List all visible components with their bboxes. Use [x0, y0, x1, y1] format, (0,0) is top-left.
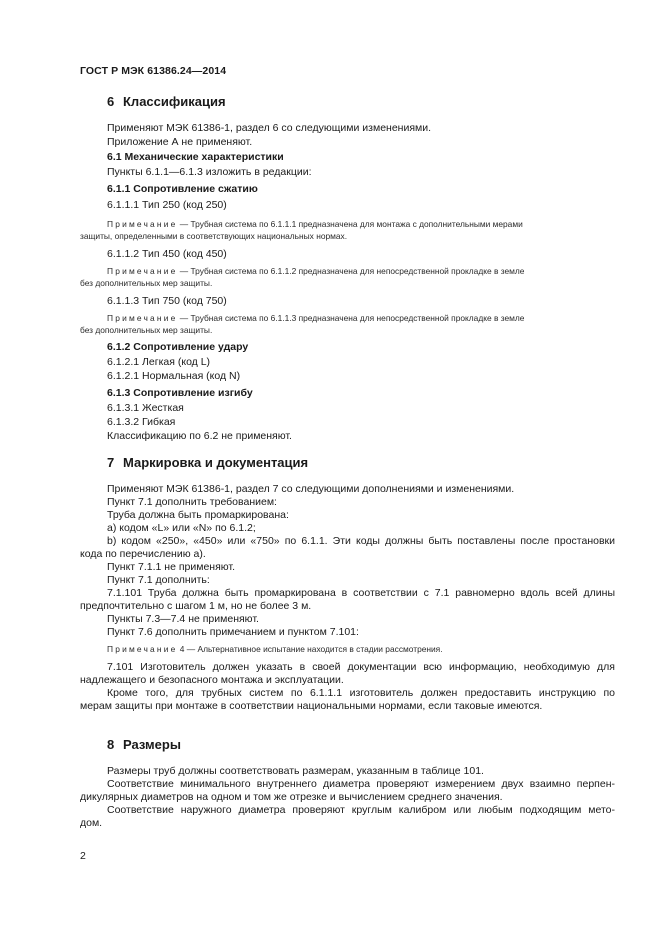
note-3-text: — Трубная система по 6.1.1.3 предназначена для непосредственной прокладке в земле [177, 313, 525, 323]
s7-paragraph-12-line-1: Кроме того, для трубных систем по 6.1.1.1 изготовитель должен предоставить инструкцию по [107, 687, 615, 699]
note-1 [107, 219, 523, 230]
section-7-heading [107, 455, 308, 470]
page-number: 2 [80, 850, 86, 862]
s7-clause-7-1-101-line-1: 7.1.101 Труба должна быть промаркирована в соответствии с 7.1 равномерно вдоль всей длины [107, 587, 615, 599]
note-2 [107, 266, 524, 277]
item-6-1-2-2: 6.1.2.1 Нормальная (код N) [107, 370, 241, 382]
s7-paragraph-7: Пункт 7.1 дополнить: [107, 574, 210, 586]
item-6-1-2-1: 6.1.2.1 Легкая (код L) [107, 356, 211, 368]
note-3-label: Примечание [107, 313, 178, 323]
subsection-6-1-1-heading: 6.1.1 Сопротивление сжатию [107, 183, 258, 195]
section-8-number: 8 [107, 737, 115, 752]
subsection-6-1-3-heading: 6.1.3 Сопротивление изгибу [107, 387, 253, 399]
s8-paragraph-2-line-2: дикулярных диаметров на одном и том же отрезке и вычислением среднего значения. [80, 791, 503, 803]
s8-paragraph-3-line-1: Соответствие наружного диаметра проверяют круглым калибром или любым подходящим мето- [107, 804, 615, 816]
note-4 [107, 644, 443, 655]
s7-clause-7-1-101-line-2: предпочтительно с шагом 1 м, но не более 3 м. [80, 600, 312, 612]
item-6-1-1-2: 6.1.1.2 Тип 450 (код 450) [107, 248, 227, 260]
item-6-1-1-3: 6.1.1.3 Тип 750 (код 750) [107, 295, 227, 307]
s7-paragraph-9: Пункты 7.3—7.4 не применяют. [107, 613, 259, 625]
s6-paragraph-4: Классификацию по 6.2 не применяют. [107, 430, 292, 442]
note-2-continuation: без дополнительных мер защиты. [80, 278, 213, 288]
s7-paragraph-2: Пункт 7.1 дополнить требованием: [107, 496, 277, 508]
s7-list-item-a: а) кодом «L» или «N» по 6.1.2; [107, 522, 256, 534]
item-6-1-3-2: 6.1.3.2 Гибкая [107, 416, 176, 428]
s7-paragraph-12-line-2: мерам защиты при монтаже в соответствии национальными нормами, если таковые имеются. [80, 700, 543, 712]
s7-clause-7-101-line-1: 7.101 Изготовитель должен указать в своей документации всю информацию, необходимую для [107, 661, 615, 673]
section-6-title: Классификация [123, 94, 226, 109]
document-code: ГОСТ Р МЭК 61386.24—2014 [80, 65, 227, 77]
note-2-text: — Трубная система по 6.1.1.2 предназначена для непосредственной прокладке в земле [177, 266, 525, 276]
section-7-number: 7 [107, 455, 115, 470]
note-4-label: Примечание [107, 644, 178, 654]
item-6-1-1-1: 6.1.1.1 Тип 250 (код 250) [107, 199, 227, 211]
item-6-1-3-1: 6.1.3.1 Жесткая [107, 402, 184, 414]
s6-paragraph-3: Пункты 6.1.1—6.1.3 изложить в редакции: [107, 166, 312, 178]
s6-paragraph-1: Применяют МЭК 61386-1, раздел 6 со следующими изменениями. [107, 122, 432, 134]
s7-clause-7-101-line-2: надлежащего и безопасного монтажа и эксплуатации. [80, 674, 344, 686]
s7-paragraph-3: Труба должна быть промаркирована: [107, 509, 289, 521]
s7-paragraph-1: Применяют МЭК 61386-1, раздел 7 со следующими дополнениями и изменениями. [107, 483, 515, 495]
section-8-heading [107, 737, 181, 752]
note-2-label: Примечание [107, 266, 178, 276]
s7-list-item-b-line-1: b) кодом «250», «450» или «750» по 6.1.1. Эти коды должны быть поставлены после простановки [107, 535, 615, 547]
s8-paragraph-2-line-1: Соответствие минимального внутреннего диаметра проверяют измерением двух взаимно перпен- [107, 778, 615, 790]
note-3-continuation: без дополнительных мер защиты. [80, 325, 213, 335]
s7-list-item-b-line-2: кода по перечислению а). [80, 548, 206, 560]
s7-paragraph-10: Пункт 7.6 дополнить примечанием и пунктом 7.101: [107, 626, 359, 638]
section-8-title: Размеры [123, 737, 181, 752]
subsection-6-1-2-heading: 6.1.2 Сопротивление удару [107, 341, 249, 353]
s8-paragraph-3-line-2: дом. [80, 817, 103, 829]
s6-paragraph-2: Приложение А не применяют. [107, 136, 253, 148]
subsection-6-1-heading: 6.1 Механические характеристики [107, 151, 284, 163]
note-3 [107, 313, 524, 324]
note-1-continuation: защиты, определенными в соответствующих национальных нормах. [80, 231, 348, 241]
note-1-label: Примечание [107, 219, 178, 229]
note-4-text: 4 — Альтернативное испытание находится в стадии рассмотрения. [177, 644, 443, 654]
note-1-text: — Трубная система по 6.1.1.1 предназначена для монтажа с дополнительными мерами [177, 219, 523, 229]
section-6-number: 6 [107, 94, 115, 109]
section-6-heading [107, 94, 226, 109]
s7-paragraph-6: Пункт 7.1.1 не применяют. [107, 561, 235, 573]
section-7-title: Маркировка и документация [123, 455, 309, 470]
s8-paragraph-1: Размеры труб должны соответствовать размерам, указанным в таблице 101. [107, 765, 484, 777]
